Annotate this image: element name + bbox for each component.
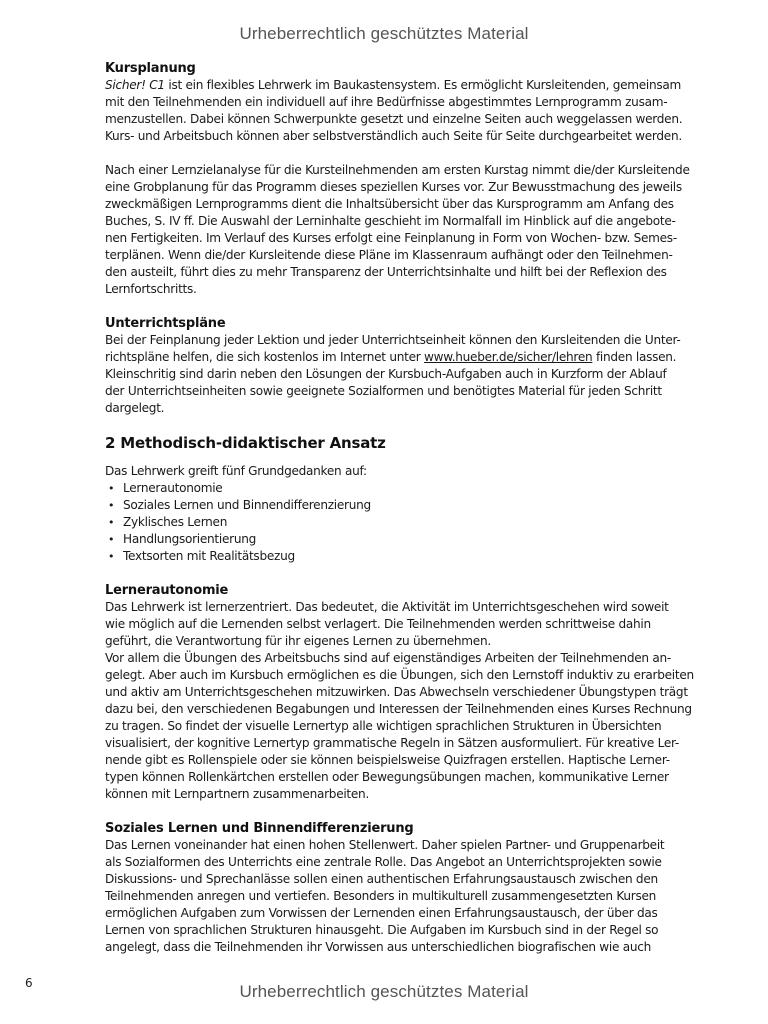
list-item: • Soziales Lernen und Binnendifferenzierung — [105, 497, 667, 514]
text-line: Kleinschritig sind darin neben den Lösungen der Kursbuch-Aufgaben auch in Kurzform der Ablauf — [105, 367, 667, 381]
text-line: Teilnehmenden anregen und vertiefen. Besonders in multikulturell zusammengesetzten Kursen — [105, 889, 657, 903]
text-line: eine Grobplanung für das Programm dieses speziellen Kurses vor. Zur Bewusstmachung des jeweils — [105, 180, 682, 194]
page-content — [105, 60, 694, 956]
paragraph-unterrichtsplaene — [105, 332, 681, 417]
paragraph-kursplanung-1 — [105, 77, 683, 145]
text-line: und aktiv am Unterrichtsgeschehen mitzuwirken. Das Abwechseln verschiedener Übungstypen trägt — [105, 685, 688, 699]
ansatz-intro: Das Lehrwerk greift fünf Grundgedanken auf: — [105, 464, 367, 478]
text-line: wie möglich auf die Lernenden selbst verlagert. Die Teilnehmenden werden schrittweise dahin — [105, 617, 651, 631]
text-line: Diskussions- und Sprechanlässe sollen einen authentischen Erfahrungsaustausch zwischen den — [105, 872, 658, 886]
text-line: Bei der Feinplanung jeder Lektion und jeder Unterrichtseinheit können den Kursleitenden die Unter- — [105, 333, 681, 347]
list-item: • Zyklisches Lernen — [105, 514, 667, 531]
text-line: Kurs- und Arbeitsbuch können aber selbstverständlich auch Seite für Seite durchgearbeitet werden. — [105, 129, 682, 143]
principles-list — [105, 480, 667, 565]
list-item: • Handlungsorientierung — [105, 531, 667, 548]
text-line: nende gibt es Rollenspiele oder sie können beispielsweise Quizfragen erstellen. Haptische Lerner- — [105, 753, 670, 767]
list-item: • Textsorten mit Realitätsbezug — [105, 548, 667, 565]
text-line: Das Lernen voneinander hat einen hohen Stellenwert. Daher spielen Partner- und Gruppenarbeit — [105, 838, 665, 852]
hueber-link[interactable]: www.hueber.de/sicher/lehren — [424, 350, 593, 364]
text-line: den austeilt, führt dies zu mehr Transparenz der Unterrichtsinhalte und hilft bei der Reflexion des — [105, 265, 667, 279]
text-line: menzustellen. Dabei können Schwerpunkte gesetzt und einzelne Seiten auch weggelassen werden. — [105, 112, 683, 126]
text-line: dazu bei, den verschiedenen Begabungen und Interessen der Teilnehmenden eines Kurses Rechnung — [105, 702, 692, 716]
text-line: ermöglichen Aufgaben zum Vorwissen der Lernenden einen Erfahrungsaustausch, der über das — [105, 906, 658, 920]
text-line: gelegt. Aber auch im Kursbuch ermöglichen es die Übungen, sich den Lernstoff induktiv zu erarbeiten — [105, 668, 694, 682]
text-line: geführt, die Verantwortung für ihr eigenes Lernen zu übernehmen. — [105, 634, 491, 648]
page-number: 6 — [25, 976, 33, 990]
text-line: Vor allem die Übungen des Arbeitsbuchs sind auf eigenständiges Arbeiten der Teilnehmenden an- — [105, 651, 671, 665]
text-line: angelegt, dass die Teilnehmenden ihr Vorwissen aus unterschiedlichen biografischen wie auch — [105, 940, 651, 954]
text-line: visualisiert, der kognitive Lernertyp grammatische Regeln in Sätzen ausformuliert. Für kreative Ler- — [105, 736, 680, 750]
heading-unterrichtsplaene: Unterrichtspläne — [105, 316, 226, 331]
list-item: • Lernerautonomie — [105, 480, 667, 497]
heading-soziales-lernen: Soziales Lernen und Binnendifferenzierung — [105, 821, 414, 836]
text-line: der Unterrichtseinheiten sowie geeignete Sozialformen und benötigtes Material für jeden Schritt — [105, 384, 662, 398]
text-line: nen Fertigkeiten. Im Verlauf des Kurses erfolgt eine Feinplanung in Form von Wochen- bzw. Semes- — [105, 231, 677, 245]
text-line: Nach einer Lernzielanalyse für die Kursteilnehmenden am ersten Kurstag nimmt die/der Kursleitende — [105, 163, 690, 177]
text-line: Buches, S. IV ff. Die Auswahl der Lerninhalte geschieht im Normalfall im Hinblick auf die angebote- — [105, 214, 676, 228]
text-line: können mit Lernpartnern zusammenarbeiten. — [105, 787, 370, 801]
copyright-watermark-bottom: Urheberrechtlich geschütztes Material — [239, 982, 529, 1001]
heading-lernerautonomie: Lernerautonomie — [105, 583, 229, 598]
text-line: zu tragen. So findet der visuelle Lernertyp alle wichtigen sprachlichen Strukturen in Übersichten — [105, 719, 662, 733]
text-line: Das Lehrwerk ist lernerzentriert. Das bedeutet, die Aktivität im Unterrichtsgeschehen wird soweit — [105, 600, 669, 614]
text-line: Lernen von sprachlichen Strukturen hinausgeht. Die Aufgaben im Kursbuch sind in der Regel so — [105, 923, 659, 937]
paragraph-lernerautonomie — [105, 599, 694, 803]
text-line: richtspläne helfen, die sich kostenlos im Internet unter www.hueber.de/sicher/lehren finden lassen. — [105, 350, 677, 364]
text-line: dargelegt. — [105, 401, 165, 415]
heading-kursplanung: Kursplanung — [105, 61, 196, 76]
text-line: zweckmäßigen Lernprogramms dient die Inhaltsübersicht über das Kursprogramm am Anfang des — [105, 197, 674, 211]
copyright-watermark-top: Urheberrechtlich geschütztes Material — [239, 24, 529, 43]
text-line: Lernfortschritts. — [105, 282, 197, 296]
text-line: mit den Teilnehmenden ein individuell auf ihre Bedürfnisse abgestimmtes Lernprogramm zusam- — [105, 95, 668, 109]
text-line: typen können Rollenkärtchen erstellen oder Bewegungsübungen machen, kommunikative Lerner — [105, 770, 669, 784]
paragraph-kursplanung-2 — [105, 162, 690, 298]
text-line: als Sozialformen des Unterrichts eine zentrale Rolle. Das Angebot an Unterrichtsprojekten sowie — [105, 855, 662, 869]
text-line: terplänen. Wenn die/der Kursleitende diese Pläne im Klassenraum aufhängt oder den Teilnehmen- — [105, 248, 673, 262]
book-title: Sicher! C1 — [105, 78, 165, 92]
heading-methodisch-didaktischer-ansatz: 2 Methodisch-didaktischer Ansatz — [105, 434, 386, 452]
paragraph-soziales-lernen — [105, 837, 667, 956]
text-line: Sicher! C1 ist ein flexibles Lehrwerk im Baukastensystem. Es ermöglicht Kursleitenden, gemeinsam — [105, 78, 682, 92]
